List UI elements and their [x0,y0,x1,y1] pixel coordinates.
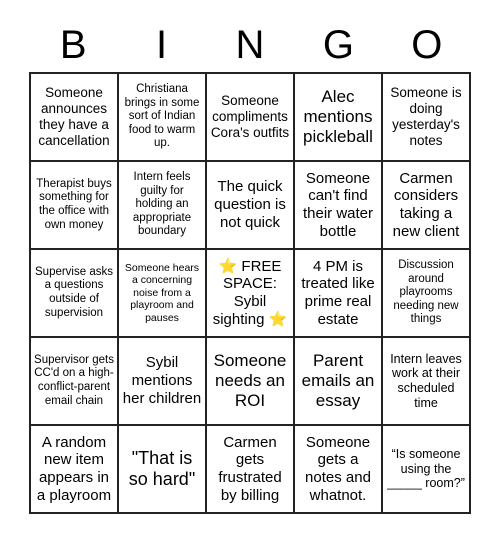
cell-text: Sybil mentions her children [122,354,202,407]
header-letter-b: B [59,22,87,67]
header-letter-i: I [156,22,168,67]
bingo-cell[interactable] [206,161,294,249]
cell-text: Intern leaves work at their scheduled time [390,351,462,410]
header-letter-g: G [322,22,354,67]
bingo-header [29,18,471,72]
cell-text: A random new item appears in a playroom [36,433,112,504]
header-letter-o: O [411,22,443,67]
cell-text: Supervisor gets CC'd on a high-conflict-parent email chain [34,353,114,407]
bingo-cell[interactable] [118,73,206,161]
bingo-cell[interactable] [294,337,382,425]
bingo-cell[interactable] [30,73,118,161]
bingo-cell[interactable] [382,425,470,513]
cell-text: Supervise asks a questions outside of supervision [35,265,113,319]
cell-text: Christiana brings in some sort of Indian food to warm up. [124,83,200,150]
bingo-cell[interactable] [294,161,382,249]
bingo-cell[interactable] [118,337,206,425]
bingo-cell[interactable] [206,425,294,513]
bingo-cell[interactable] [294,73,382,161]
cell-text: Someone can't find their water bottle [302,169,374,240]
cell-text: Someone is doing yesterday's notes [390,85,462,148]
header-letter-n: N [235,22,265,67]
cell-text: Therapist buys something for the office with own money [36,177,112,231]
cell-text: The quick question is not quick [214,178,286,231]
cell-text: Someone announces they have a cancellation [38,85,110,148]
cell-text: “Is someone using the _____ room?” [387,446,465,491]
bingo-cell[interactable] [206,73,294,161]
cell-text: "That is so hard" [128,447,196,489]
bingo-cell[interactable] [118,249,206,337]
bingo-cell[interactable] [382,249,470,337]
cell-text: Intern feels guilty for holding an appropriate boundary [132,171,192,238]
bingo-cell[interactable] [382,161,470,249]
bingo-cell[interactable] [30,249,118,337]
bingo-cell[interactable] [30,337,118,425]
bingo-cell[interactable] [206,337,294,425]
cell-text: Carmen considers taking a new client [392,169,460,240]
cell-text: Parent emails an essay [301,350,375,411]
free-space-cell[interactable] [206,249,294,337]
cell-text: Someone hears a concerning noise from a playroom and pauses [124,262,200,324]
bingo-cell[interactable] [294,249,382,337]
bingo-cell[interactable] [294,425,382,513]
bingo-board [29,72,471,514]
cell-text: Someone compliments Cora's outfits [210,93,290,140]
cell-text: Carmen gets frustrated by billing [218,433,282,504]
cell-text: Someone gets a notes and whatnot. [305,433,371,504]
cell-text: Alec mentions pickleball [303,86,373,147]
bingo-cell[interactable] [30,161,118,249]
free-space-text: ⭐ FREE SPACE: Sybil sighting ⭐ [212,257,288,328]
bingo-cell[interactable] [30,425,118,513]
bingo-cell[interactable] [382,337,470,425]
cell-text: Someone needs an ROI [213,350,287,411]
bingo-cell[interactable] [118,425,206,513]
bingo-cell[interactable] [382,73,470,161]
cell-text: 4 PM is treated like prime real estate [301,257,375,328]
cell-text: Discussion around playrooms needing new things [393,259,459,326]
bingo-cell[interactable] [118,161,206,249]
